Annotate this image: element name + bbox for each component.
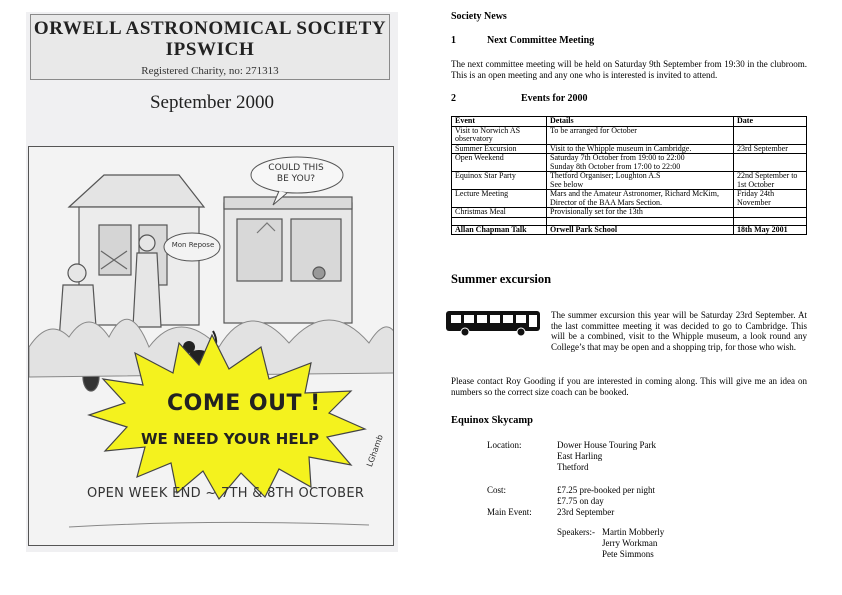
- right-observatory: [224, 197, 352, 323]
- item-number: 1: [451, 35, 456, 46]
- events-table: [451, 116, 807, 235]
- table-cell: Provisionally set for the 13th: [547, 208, 734, 218]
- table-header-row: [452, 117, 807, 127]
- newsletter-page: [451, 6, 815, 576]
- cost-line: £7.75 on day: [557, 496, 604, 506]
- table-cell: [734, 217, 807, 225]
- coach-icon: [445, 307, 543, 337]
- column-header: Date: [734, 117, 807, 127]
- table-row: [452, 208, 807, 218]
- speech-bubble-text: COULD THIS BE YOU?: [268, 163, 324, 184]
- open-weekend-caption: OPEN WEEK END ~ 7TH & 8TH OCTOBER: [87, 486, 365, 501]
- table-row: [452, 190, 807, 208]
- table-cell: Visit to Norwich AS observatory: [452, 126, 547, 144]
- location-line: Dower House Touring Park: [557, 440, 656, 450]
- committee-heading: Next Committee Meeting: [487, 35, 595, 46]
- charity-number: Registered Charity, no: 271313: [141, 65, 279, 77]
- location-line: East Harling: [557, 451, 603, 461]
- table-cell: Open Weekend: [452, 154, 547, 172]
- issue-date: September 2000: [149, 92, 274, 113]
- item-number: 2: [451, 93, 456, 104]
- table-cell: Orwell Park School: [547, 225, 734, 235]
- column-header: Event: [452, 117, 547, 127]
- section-heading-society-news: Society News: [451, 11, 507, 22]
- table-cell: [547, 217, 734, 225]
- table-row: [452, 217, 807, 225]
- table-cell: 22nd September to 1st October: [734, 172, 807, 190]
- table-row: [452, 172, 807, 190]
- table-cell: [452, 217, 547, 225]
- society-name: ORWELL ASTRONOMICAL SOCIETY: [33, 18, 387, 39]
- table-cell: Saturday 7th October from 19:00 to 22:00 Sunday 8th October from 17:00 to 22:00: [547, 154, 734, 172]
- table-cell: 23rd September: [734, 144, 807, 154]
- masthead: [30, 14, 390, 80]
- committee-text: The next committee meeting will be held on Saturday 9th September from 19:30 in the clubroom. This is an open meeting and any one who is interested is invited to attend.: [451, 59, 807, 80]
- table-cell: [734, 208, 807, 218]
- table-cell: [734, 126, 807, 144]
- events-heading: Events for 2000: [521, 93, 588, 104]
- table-cell: Equinox Star Party: [452, 172, 547, 190]
- table-cell: 18th May 2001: [734, 225, 807, 235]
- table-cell: Mars and the Amateur Astronomer, Richard McKim, Director of the BAA Mars Section.: [547, 190, 734, 208]
- table-cell: Friday 24th November: [734, 190, 807, 208]
- cartoon-illustration: [28, 146, 394, 546]
- summer-text: The summer excursion this year will be Saturday 23rd September. At the last committee meeting it was decided to go to Cambridge. This will be a combined, visit to the Whipple museum, a look round any College’s that may be open and a shopping trip, for those who wish.: [551, 310, 807, 352]
- burst-headline: COME OUT !: [167, 391, 321, 416]
- table-row: [452, 225, 807, 235]
- table-cell: Christmas Meal: [452, 208, 547, 218]
- summer-contact-text: Please contact Roy Gooding if you are interested in coming along. This will give me an idea on numbers so the correct size coach can be booked.: [451, 376, 807, 397]
- table-row: [452, 126, 807, 144]
- table-cell: To be arranged for October: [547, 126, 734, 144]
- location-line: Thetford: [557, 462, 589, 472]
- table-row: [452, 154, 807, 172]
- main-event-label: Main Event:: [487, 507, 532, 517]
- artist-signature: LGhamb: [365, 433, 385, 469]
- summer-excursion-heading: Summer excursion: [451, 272, 552, 286]
- burst-subline: WE NEED YOUR HELP: [141, 430, 320, 448]
- main-event-date: 23rd September: [557, 507, 615, 517]
- summer-text-part1: [551, 310, 807, 352]
- cost-line: £7.25 pre-booked per night: [557, 485, 655, 495]
- house-sign-text: Mon Repose: [171, 241, 215, 249]
- table-cell: Lecture Meeting: [452, 190, 547, 208]
- speakers-label: Speakers:-: [557, 527, 595, 537]
- society-town: IPSWICH: [165, 39, 255, 60]
- cost-label: Cost:: [487, 485, 507, 495]
- equinox-skycamp-heading: Equinox Skycamp: [451, 415, 533, 426]
- table-cell: Thetford Organiser; Loughton A.S See below: [547, 172, 734, 190]
- speaker-name: Martin Mobberly: [602, 527, 665, 537]
- table-cell: Summer Excursion: [452, 144, 547, 154]
- table-cell: Visit to the Whipple museum in Cambridge.: [547, 144, 734, 154]
- speaker-name: Pete Simmons: [602, 549, 654, 559]
- table-cell: Allan Chapman Talk: [452, 225, 547, 235]
- table-cell: [734, 154, 807, 172]
- location-label: Location:: [487, 440, 522, 450]
- newsletter-cover: [26, 12, 398, 552]
- speaker-name: Jerry Workman: [602, 538, 658, 548]
- column-header: Details: [547, 117, 734, 127]
